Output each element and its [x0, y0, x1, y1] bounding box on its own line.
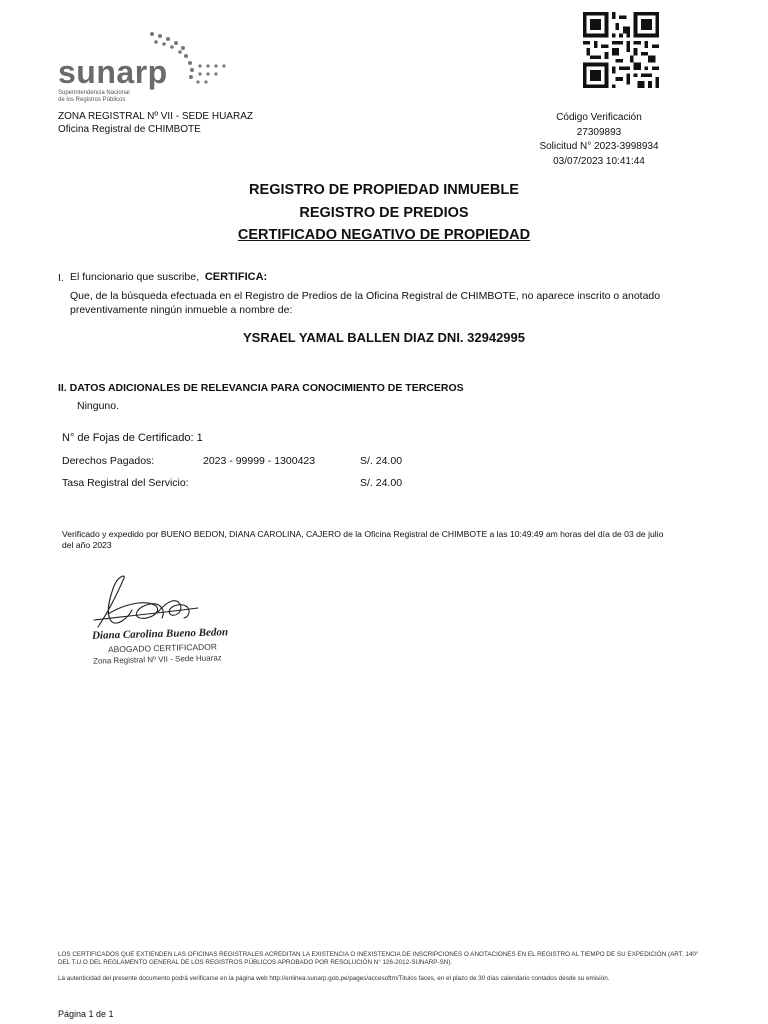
verification-code: 27309893 [576, 126, 622, 138]
title-certificado: CERTIFICADO NEGATIVO DE PROPIEDAD [237, 227, 531, 243]
verification-label: Código Verificación [556, 112, 642, 123]
signatory-name: Diana Carolina Bueno Bedon [91, 626, 229, 642]
section1-paragraph: Que, de la búsqueda efectuada en el Registro de Predios de la Oficina Registral de CHIMBOTE, no aparece inscrito o anotado preventivamente ningún inmueble a nombre de: [70, 290, 661, 316]
fojas-count: N° de Fojas de Certificado: 1 [62, 432, 203, 444]
certifica-label: CERTIFICA: [204, 271, 268, 283]
verification-info [529, 111, 669, 169]
verification-statement: Verificado y expedido por BUENO BEDON, DIANA CAROLINA, CAJERO de la Oficina Registral de CHIMBOTE a las 10:49:49 am horas del día de 03 de julio del año 2023 [62, 529, 664, 550]
fee-label: Tasa Registral del Servicio: [62, 477, 189, 489]
office-info [58, 110, 253, 136]
solicitud-number: Solicitud N° 2023-3998934 [539, 141, 659, 152]
legal-notice: LOS CERTIFICADOS QUE EXTIENDEN LAS OFICINAS REGISTRALES ACREDITAN LA EXISTENCIA O INEXISTENCIA DE INSCRIPCIONES O ANOTACIONES EN EL REGISTRO AL TIEMPO DE SU EXPEDICIÓN (ART. 140° DEL T.U.O DEL REGLAMENTO GENERAL DE LOS REGISTROS PÚBLICOS APROBADO POR RESOLUCIÓN N° 126-2012-SUNARP-SN). [58, 951, 699, 966]
sunarp-logo [58, 30, 258, 110]
handwritten-signature-icon [88, 572, 238, 632]
fee-label: Derechos Pagados: [62, 455, 155, 467]
section1-intro-text: El funcionario que suscribe, [70, 271, 199, 283]
fee-reference: 2023 - 99999 - 1300423 [203, 455, 316, 467]
signatory-zone: Zona Registral Nº VII - Sede Huaraz [92, 653, 222, 666]
logo-subtitle: Superintendencia Nacional de los Registros Públicos [58, 90, 130, 103]
fee-amount: S/. 24.00 [360, 455, 403, 467]
title-registro-predios: REGISTRO DE PREDIOS [299, 205, 469, 221]
signatory-role: ABOGADO CERTIFICADOR [107, 641, 218, 655]
page-number: Página 1 de 1 [58, 1009, 114, 1019]
section1-number: I. [58, 272, 64, 284]
zona-registral: ZONA REGISTRAL Nº VII - SEDE HUARAZ [58, 111, 253, 122]
authenticity-notice: La autenticidad del presente documento podrá verificarse en la página web http://enlinea.sunarp.gob.pe/pages/accesoftm/Titulos faces, en el plazo de 30 días calendario contados desde su emisión. [58, 975, 610, 982]
issue-datetime: 03/07/2023 10:41:44 [553, 155, 645, 167]
title-registro-propiedad: REGISTRO DE PROPIEDAD INMUEBLE [249, 182, 519, 198]
fee-amount: S/. 24.00 [360, 477, 403, 489]
section1-intro [70, 271, 267, 283]
section2-title: II. DATOS ADICIONALES DE RELEVANCIA PARA CONOCIMIENTO DE TERCEROS [58, 382, 464, 394]
logo-text: sunarp [58, 54, 168, 90]
qr-code-icon [583, 12, 659, 88]
section2-body: Ninguno. [77, 400, 120, 412]
owner-name: YSRAEL YAMAL BALLEN DIAZ DNI. 32942995 [243, 330, 525, 345]
oficina-registral: Oficina Registral de CHIMBOTE [58, 124, 201, 135]
